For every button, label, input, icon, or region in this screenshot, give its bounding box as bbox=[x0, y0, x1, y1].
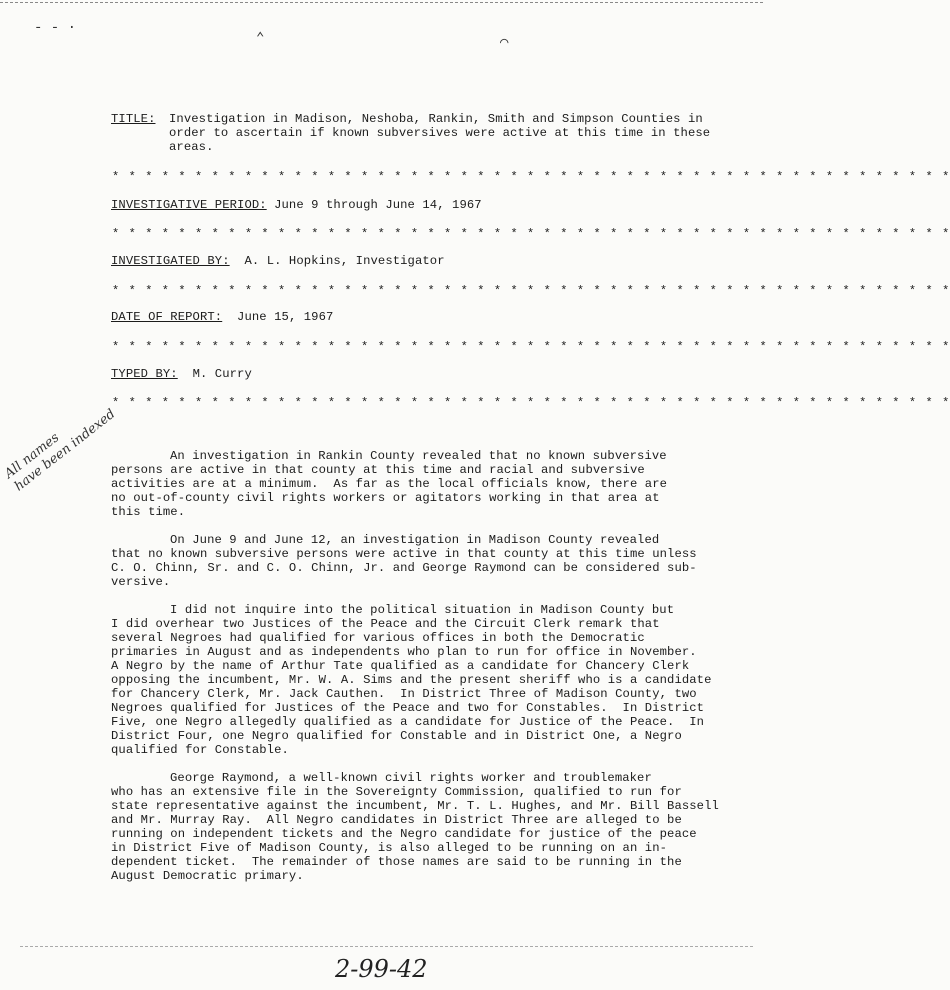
p2-line-4: versive. bbox=[111, 575, 171, 589]
date-value: June 15, 1967 bbox=[237, 310, 334, 324]
punch-mark-right: ⌒ bbox=[500, 35, 509, 51]
p4-line-8: August Democratic primary. bbox=[111, 869, 304, 883]
corner-mark: - - · bbox=[34, 20, 77, 36]
separator-2: * * * * * * * * * * * * * * * * * * * * * * * * * * * * * * * * * * * * * * * * * * * * * * * * * * * bbox=[112, 227, 950, 241]
p4-line-6: in District Five of Madison County, is also alleged to be running on an in- bbox=[111, 841, 668, 855]
p3-line-9: Five, one Negro allegedly qualified as a candidate for Justice of the Peace. In bbox=[111, 715, 705, 729]
investigator-value: A. L. Hopkins, Investigator bbox=[244, 254, 445, 268]
p3-line-8: Negroes qualified for Justices of the Peace and two for Constables. In District bbox=[111, 701, 705, 715]
typed-row bbox=[111, 367, 252, 381]
period-value: June 9 through June 14, 1967 bbox=[274, 198, 482, 212]
title-line-2: order to ascertain if known subversives were active at this time in these bbox=[169, 126, 711, 140]
p3-line-7: for Chancery Clerk, Mr. Jack Cauthen. In District Three of Madison County, two bbox=[111, 687, 697, 701]
p4-line-1: George Raymond, a well-known civil rights worker and troublemaker bbox=[170, 771, 652, 785]
period-label: INVESTIGATIVE PERIOD: bbox=[111, 198, 267, 212]
punch-mark-left: ⌃ bbox=[256, 31, 265, 47]
title-label: TITLE: bbox=[111, 112, 156, 126]
separator-4: * * * * * * * * * * * * * * * * * * * * * * * * * * * * * * * * * * * * * * * * * * * * * * * * * * * bbox=[112, 340, 950, 354]
investigator-label: INVESTIGATED BY: bbox=[111, 254, 230, 268]
p4-line-7: dependent ticket. The remainder of those names are said to be running in the bbox=[111, 855, 682, 869]
investigator-row bbox=[111, 254, 445, 268]
p3-line-2: I did overhear two Justices of the Peace and the Circuit Clerk remark that bbox=[111, 617, 660, 631]
p4-line-4: and Mr. Murray Ray. All Negro candidates in District Three are alleged to be bbox=[111, 813, 682, 827]
top-border bbox=[0, 2, 763, 3]
handwritten-document-number: 2-99-42 bbox=[335, 955, 428, 983]
separator-3: * * * * * * * * * * * * * * * * * * * * * * * * * * * * * * * * * * * * * * * * * * * * * * * * * * * bbox=[112, 284, 950, 298]
typed-label: TYPED BY: bbox=[111, 367, 178, 381]
period-row bbox=[111, 198, 482, 212]
p1-line-5: this time. bbox=[111, 505, 186, 519]
separator-5: * * * * * * * * * * * * * * * * * * * * * * * * * * * * * * * * * * * * * * * * * * * * * * * * * * * bbox=[112, 396, 950, 410]
bottom-border bbox=[20, 946, 753, 947]
typed-value: M. Curry bbox=[192, 367, 252, 381]
date-label: DATE OF REPORT: bbox=[111, 310, 223, 324]
p2-line-1: On June 9 and June 12, an investigation in Madison County revealed bbox=[170, 533, 660, 547]
p3-line-3: several Negroes had qualified for various offices in both the Democratic bbox=[111, 631, 645, 645]
p3-line-5: A Negro by the name of Arthur Tate qualified as a candidate for Chancery Clerk bbox=[111, 659, 690, 673]
p3-line-6: opposing the incumbent, Mr. W. A. Sims and the present sheriff who is a candidate bbox=[111, 673, 712, 687]
p1-line-3: activities are at a minimum. As far as the local officials know, there are bbox=[111, 477, 668, 491]
title-line-3: areas. bbox=[169, 140, 214, 154]
p4-line-5: running on independent tickets and the Negro candidate for justice of the peace bbox=[111, 827, 697, 841]
p3-line-10: District Four, one Negro qualified for Constable and in District One, a Negro bbox=[111, 729, 682, 743]
separator-1: * * * * * * * * * * * * * * * * * * * * * * * * * * * * * * * * * * * * * * * * * * * * * * * * * * * bbox=[112, 170, 950, 184]
p1-line-4: no out-of-county civil rights workers or agitators working in that area at bbox=[111, 491, 660, 505]
title-line-1: Investigation in Madison, Neshoba, Rankin, Smith and Simpson Counties in bbox=[169, 112, 703, 126]
p1-line-1: An investigation in Rankin County revealed that no known subversive bbox=[170, 449, 667, 463]
p3-line-1: I did not inquire into the political situation in Madison County but bbox=[170, 603, 675, 617]
p4-line-2: who has an extensive file in the Sovereignty Commission, qualified to run for bbox=[111, 785, 682, 799]
p3-line-11: qualified for Constable. bbox=[111, 743, 289, 757]
p2-line-2: that no known subversive persons were active in that county at this time unless bbox=[111, 547, 697, 561]
p3-line-4: primaries in August and as independents who plan to run for office in November. bbox=[111, 645, 697, 659]
p2-line-3: C. O. Chinn, Sr. and C. O. Chinn, Jr. and George Raymond can be considered sub- bbox=[111, 561, 697, 575]
p1-line-2: persons are active in that county at this time and racial and subversive bbox=[111, 463, 645, 477]
date-row bbox=[111, 310, 333, 324]
handwritten-margin-note: All names have been indexed bbox=[2, 406, 119, 495]
p4-line-3: state representative against the incumbent, Mr. T. L. Hughes, and Mr. Bill Bassell bbox=[111, 799, 719, 813]
